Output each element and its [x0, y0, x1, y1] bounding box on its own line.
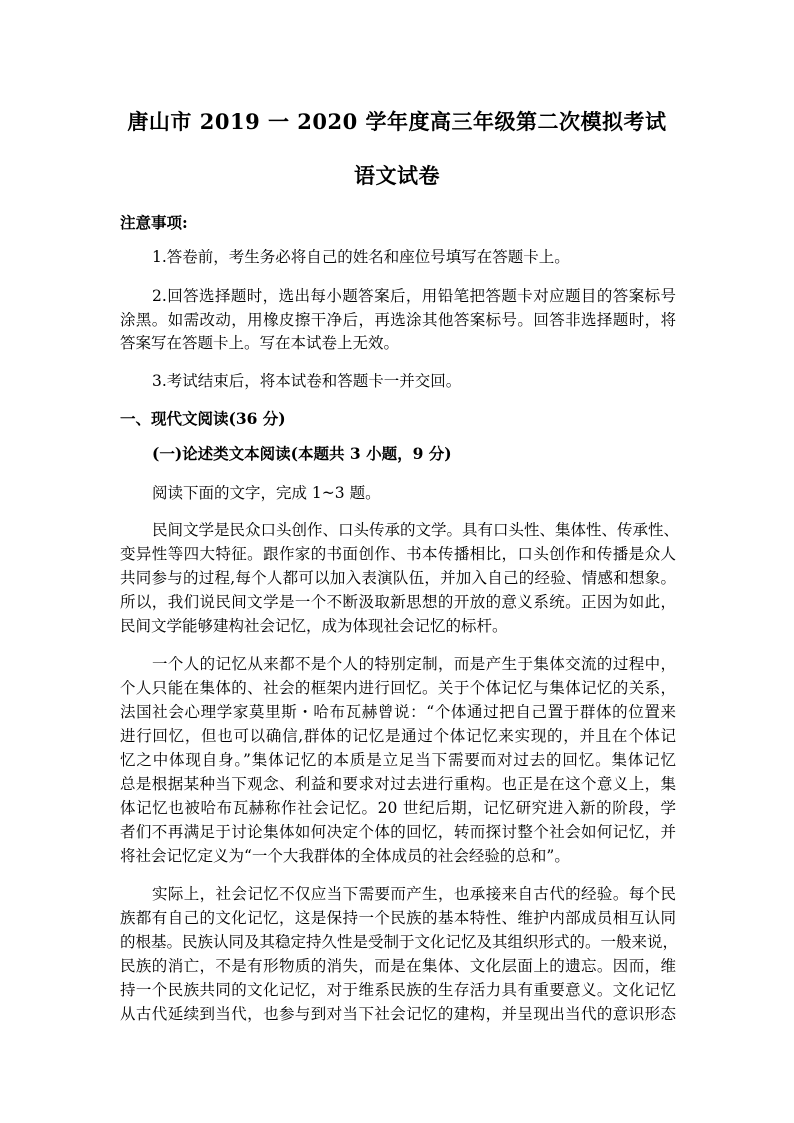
paragraph-3-line: 民族的消亡，不是有形物质的消失，而是在集体、文化层面上的遗忘。因而，维 — [120, 957, 676, 975]
paragraph-3-line: 实际上，社会记忆不仅应当下需要而产生，也承接来自古代的经验。每个民 — [152, 885, 676, 903]
notice-item-2-line-3: 答案写在答题卡上。写在本试卷上无效。 — [120, 334, 400, 352]
notice-item-3: 3.考试结束后，将本试卷和答题卡一并交回。 — [152, 372, 462, 390]
paragraph-3-line: 族都有自己的文化记忆，这是保持一个民族的基本特性、维护内部成员相互认同 — [120, 909, 676, 927]
paragraph-1-line: 民间文学是民众口头创作、口头传承的文学。具有口头性、集体性、传承性、 — [152, 521, 680, 539]
reading-instruction: 阅读下面的文字，完成 1~3 题。 — [152, 484, 381, 502]
subsection-heading: (一)论述类文本阅读(本题共 3 小题，9 分) — [152, 444, 452, 463]
paragraph-2-line: 一个人的记忆从来都不是个人的特别定制，而是产生于集体交流的过程中， — [152, 655, 676, 673]
notice-heading: 注意事项: — [120, 213, 188, 232]
paragraph-1-line: 共同参与的过程,每个人都可以加入表演队伍，并加入自己的经验、情感和想象。 — [120, 569, 676, 587]
paragraph-1-line: 变异性等四大特征。跟作家的书面创作、书本传播相比，口头创作和传播是众人 — [120, 545, 676, 563]
section-heading: 一、现代文阅读(36 分) — [120, 409, 286, 428]
paragraph-2-line: 总是根据某种当下观念、利益和要求对过去进行重构。也正是在这个意义上，集 — [120, 775, 676, 793]
paragraph-2-line: 法国社会心理学家莫里斯・哈布瓦赫曾说：“个体通过把自己置于群体的位置来 — [120, 703, 676, 721]
paragraph-1-line: 民间文学能够建构社会记忆，成为体现社会记忆的标杆。 — [120, 617, 508, 635]
paragraph-2-line: 个人只能在集体的、社会的框架内进行回忆。关于个体记忆与集体记忆的关系， — [120, 679, 676, 697]
paragraph-2-line: 将社会记忆定义为“一个大我群体的全体成员的社会经验的总和”。 — [120, 847, 570, 865]
exam-subtitle: 语文试卷 — [354, 163, 440, 188]
paragraph-2-line: 体记忆也被哈布瓦赫称作社会记忆。20 世纪后期，记忆研究进入新的阶段，学 — [120, 799, 676, 817]
paragraph-1-line: 所以，我们说民间文学是一个不断汲取新思想的开放的意义系统。正因为如此， — [120, 593, 676, 611]
exam-title: 唐山市 2019 一 2020 学年度高三年级第二次模拟考试 — [127, 109, 667, 134]
paragraph-2-line: 进行回忆，但也可以确信,群体的记忆是通过个体记忆来实现的，并且在个体记 — [120, 727, 676, 745]
notice-item-1: 1.答卷前，考生务必将自己的姓名和座位号填写在答题卡上。 — [152, 248, 570, 266]
paragraph-3-line: 的根基。民族认同及其稳定持久性是受制于文化记忆及其组织形式的。一般来说， — [120, 933, 679, 951]
paragraph-2-line: 忆之中体现自身。”集体记忆的本质是立足当下需要而对过去的回忆。集体记忆 — [120, 751, 676, 769]
paragraph-2-line: 者们不再满足于讨论集体如何决定个体的回忆，转而探讨整个社会如何记忆，并 — [120, 823, 676, 841]
notice-item-2-line-2: 涂黑。如需改动，用橡皮擦干净后，再选涂其他答案标号。回答非选择题时，将 — [120, 311, 676, 329]
notice-item-2-line-1: 2.回答选择题时，选出每小题答案后，用铅笔把答题卡对应题目的答案标号 — [152, 287, 676, 305]
paragraph-3-line: 从古代延续到当代，也参与到对当下社会记忆的建构，并呈现出当代的意识形态 — [120, 1005, 676, 1023]
paragraph-3-line: 持一个民族共同的文化记忆，对于维系民族的生存活力具有重要意义。文化记忆 — [120, 981, 676, 999]
